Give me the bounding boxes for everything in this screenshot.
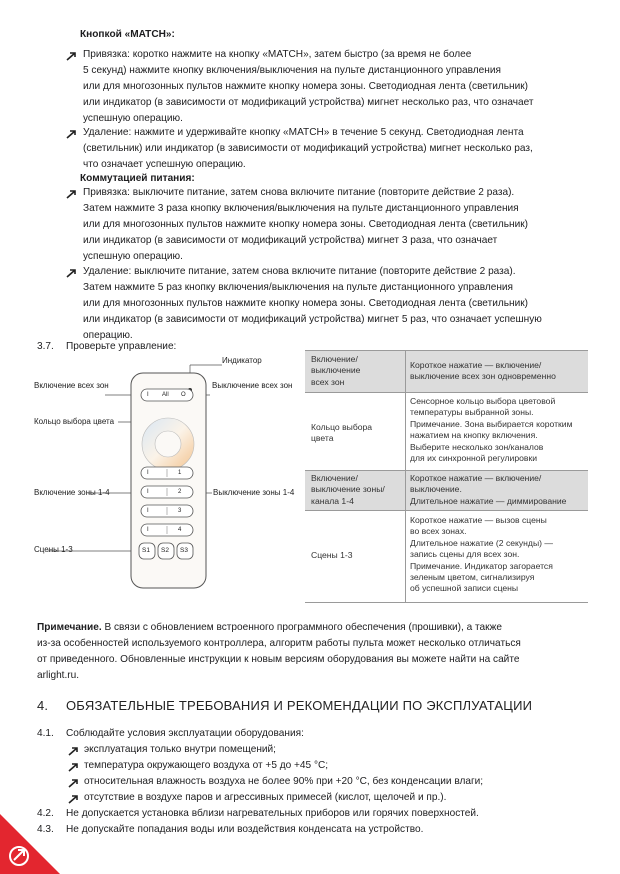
table-cell-left: Включение/ выключение зоны/ канала 1-4 bbox=[311, 473, 385, 506]
note-label: Примечание. bbox=[37, 622, 102, 633]
table-border bbox=[305, 392, 588, 393]
bullet-arrow-icon bbox=[68, 762, 80, 772]
power-bind-line: Затем нажмите 3 раза кнопку включения/выключения на пульте дистанционного управления bbox=[83, 203, 519, 214]
item-text: Не допускайте попадания воды или воздействия конденсата на устройство. bbox=[66, 824, 424, 835]
match-bind-line: успешную операцию. bbox=[83, 113, 183, 124]
label-scenes: Сцены 1-3 bbox=[34, 545, 73, 554]
scene-key-label: S3 bbox=[180, 547, 188, 554]
zone-on-symbol: I bbox=[147, 508, 149, 514]
power-delete-line: Затем нажмите 5 раз кнопку включения/выключения на пульте дистанционного управления bbox=[83, 282, 514, 293]
item-number: 4.1. bbox=[37, 728, 54, 739]
power-delete-line: или для многозонных пультов нажмите кнопку номера зоны. Светодиодная лента (светильник) bbox=[83, 298, 528, 309]
note-line: из-за особенностей используемого контроллера, алгоритм работы пульта может несколько отличаться bbox=[37, 638, 521, 649]
label-all-off: Выключение всех зон bbox=[212, 381, 293, 390]
section-number: 3.7. bbox=[37, 341, 54, 352]
label-zone-on: Включение зоны 1-4 bbox=[34, 488, 110, 497]
bullet-arrow-icon bbox=[66, 268, 78, 278]
table-cell-right: Короткое нажатие — включение/ выключение. Длительное нажатие — диммирование bbox=[410, 473, 567, 506]
bullet-arrow-icon bbox=[66, 51, 78, 61]
match-heading: Кнопкой «MATCH»: bbox=[80, 29, 175, 40]
label-zone-off: Выключение зоны 1-4 bbox=[213, 488, 295, 497]
label-indicator: Индикатор bbox=[222, 356, 262, 365]
table-border bbox=[305, 350, 588, 351]
section-4-number: 4. bbox=[37, 698, 49, 713]
scene-key-label: S2 bbox=[161, 547, 169, 554]
match-bind-line: или индикатор (в зависимости от модификаций устройства) мигнет несколько раз, что означает bbox=[83, 97, 534, 108]
table-cell-right: Короткое нажатие — вызов сцены во всех зонах. Длительное нажатие (2 секунды) — запись сцены для всех зон. Примечание. Индикатор загорается зеленым цветом, сигнализируя об успешной записи сцены bbox=[410, 515, 553, 594]
match-bind-line: или для многозонных пультов нажмите кнопку номера зоны. Светодиодная лента (светильник) bbox=[83, 81, 528, 92]
zone-number: 3 bbox=[178, 508, 182, 514]
zone-number: 1 bbox=[178, 470, 182, 476]
item-text: Не допускается установка вблизи нагревательных приборов или горячих поверхностей. bbox=[66, 808, 479, 819]
note-line: arlight.ru. bbox=[37, 670, 80, 681]
table-cell-right: Короткое нажатие — включение/ выключение всех зон одновременно bbox=[410, 360, 556, 382]
condition-item: эксплуатация только внутри помещений; bbox=[84, 744, 276, 755]
bullet-arrow-icon bbox=[68, 746, 80, 756]
power-bind-line: успешную операцию. bbox=[83, 251, 183, 262]
table-border bbox=[305, 602, 588, 603]
corner-logo-icon bbox=[0, 814, 60, 874]
label-all-on: Включение всех зон bbox=[34, 381, 109, 390]
scene-key-label: S1 bbox=[142, 547, 150, 554]
remote-diagram bbox=[0, 352, 300, 612]
table-cell-left: Сцены 1-3 bbox=[311, 550, 353, 560]
condition-item: температура окружающего воздуха от +5 до +45 °C; bbox=[84, 760, 329, 771]
note-line: от приведенного. Обновленные инструкции к новым версиям оборудования вы можете найти на сайте bbox=[37, 654, 520, 665]
condition-item: отсутствие в воздухе паров и агрессивных примесей (кислот, щелочей и пр.). bbox=[84, 792, 447, 803]
power-bind-line: или индикатор (в зависимости от модификаций устройства) мигнет 3 раза, что означает bbox=[83, 235, 498, 246]
bullet-arrow-icon bbox=[68, 794, 80, 804]
table-border bbox=[305, 470, 588, 471]
item-number: 4.3. bbox=[37, 824, 54, 835]
zone-on-symbol: I bbox=[147, 470, 149, 476]
match-bind-line: Привязка: коротко нажмите на кнопку «MATCH», затем быстро (за время не более bbox=[83, 49, 472, 60]
power-heading: Коммутацией питания: bbox=[80, 173, 195, 184]
all-on-symbol: I bbox=[147, 392, 149, 398]
power-bind-line: Привязка: выключите питание, затем снова включите питание (повторите действие 2 раза). bbox=[83, 187, 515, 198]
item-number: 4.2. bbox=[37, 808, 54, 819]
all-key-label: All bbox=[162, 392, 169, 398]
match-bind-line: 5 секунд) нажмите кнопку включения/выключения на пульте дистанционного управления bbox=[83, 65, 501, 76]
note-line bbox=[37, 621, 502, 635]
zone-on-symbol: I bbox=[147, 527, 149, 533]
table-cell-left: Включение/ выключение всех зон bbox=[311, 354, 361, 387]
zone-on-symbol: I bbox=[147, 489, 149, 495]
bullet-arrow-icon bbox=[66, 129, 78, 139]
power-delete-line: Удаление: выключите питание, затем снова включите питание (повторите действие 2 раза). bbox=[83, 266, 516, 277]
table-cell-right: Сенсорное кольцо выбора цветовой температуры выбранной зоны. Примечание. Зона выбирается коротким нажатием на кнопку включения. Выберите несколько зон/каналов для их синхронной регулировки bbox=[410, 396, 573, 464]
match-delete-line: (светильник) или индикатор (в зависимости от модификаций устройства) мигнет несколько раз, bbox=[83, 143, 533, 154]
match-delete-line: что означает успешную операцию. bbox=[83, 159, 246, 170]
table-border bbox=[305, 510, 588, 511]
table-divider bbox=[405, 350, 406, 602]
power-delete-line: операцию. bbox=[83, 330, 133, 341]
zone-number: 4 bbox=[178, 527, 182, 533]
note-text: В связи с обновлением встроенного программного обеспечения (прошивки), а также bbox=[101, 622, 502, 633]
all-off-symbol: O bbox=[181, 392, 186, 398]
bullet-arrow-icon bbox=[68, 778, 80, 788]
match-delete-line: Удаление: нажмите и удерживайте кнопку «MATCH» в течение 5 секунд. Светодиодная лента bbox=[83, 127, 524, 138]
table-cell-left: Кольцо выбора цвета bbox=[311, 422, 373, 444]
power-delete-line: или индикатор (в зависимости от модификаций устройства) мигнет 5 раз, что означает успешную bbox=[83, 314, 542, 325]
item-text: Соблюдайте условия эксплуатации оборудования: bbox=[66, 728, 304, 739]
condition-item: относительная влажность воздуха не более 90% при +20 °C, без конденсации влаги; bbox=[84, 776, 484, 787]
section-text: Проверьте управление: bbox=[66, 341, 177, 352]
label-color-ring: Кольцо выбора цвета bbox=[34, 417, 115, 426]
section-4-title: ОБЯЗАТЕЛЬНЫЕ ТРЕБОВАНИЯ И РЕКОМЕНДАЦИИ ПО ЭКСПЛУАТАЦИИ bbox=[66, 698, 533, 713]
bullet-arrow-icon bbox=[66, 189, 78, 199]
power-bind-line: или для многозонных пультов нажмите кнопку номера зоны. Светодиодная лента (светильник) bbox=[83, 219, 528, 230]
zone-number: 2 bbox=[178, 489, 182, 495]
